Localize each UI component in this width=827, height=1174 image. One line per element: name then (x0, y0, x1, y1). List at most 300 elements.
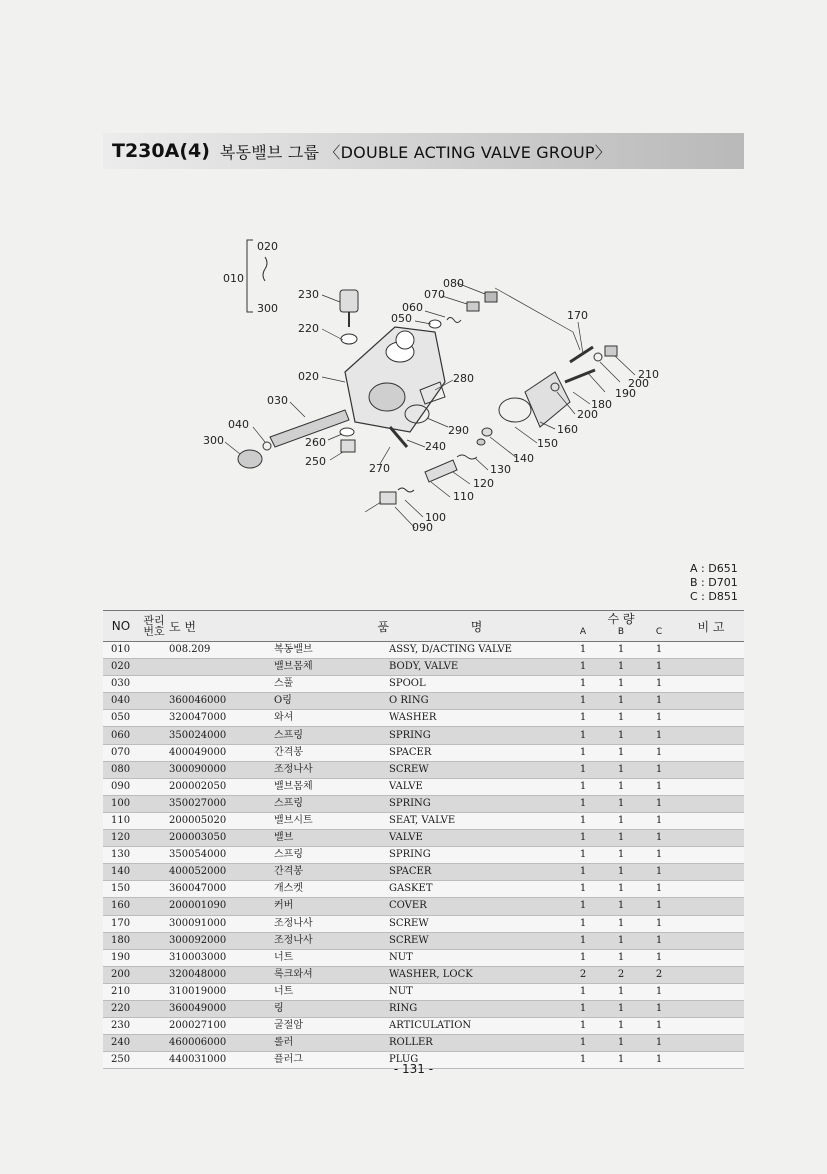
row-no: 060 (103, 727, 139, 744)
table-row (103, 778, 744, 795)
header-name-left: 품 (274, 611, 389, 642)
row-qty-c: 1 (640, 881, 678, 898)
row-qty-c: 1 (640, 898, 678, 915)
row-qty-b: 1 (602, 676, 640, 693)
row-qty-b: 1 (602, 830, 640, 847)
model-c: C : D851 (690, 590, 738, 603)
row-qty-a: 1 (564, 1000, 602, 1017)
row-qty-b: 1 (602, 915, 640, 932)
row-qty-a: 1 (564, 659, 602, 676)
row-english-name: NUT (389, 983, 564, 1000)
row-qty-a: 1 (564, 727, 602, 744)
row-korean-name: 밸브시트 (274, 812, 389, 829)
bracket-label-bottom: 300 (257, 302, 278, 315)
row-no: 170 (103, 915, 139, 932)
row-korean-name: 조정나사 (274, 932, 389, 949)
row-qty-a: 1 (564, 847, 602, 864)
parts-table-body (103, 642, 744, 1069)
row-english-name: SPRING (389, 727, 564, 744)
row-mgmt-no (139, 881, 169, 898)
row-qty-b: 1 (602, 744, 640, 761)
row-drawing-no: 440031000 (169, 1052, 274, 1069)
callout-240: 240 (425, 440, 446, 453)
row-no: 190 (103, 949, 139, 966)
row-korean-name: 플러그 (274, 1052, 389, 1069)
row-qty-b: 1 (602, 761, 640, 778)
row-qty-c: 1 (640, 676, 678, 693)
row-qty-b: 1 (602, 881, 640, 898)
row-korean-name: 굴절암 (274, 1018, 389, 1035)
row-mgmt-no (139, 949, 169, 966)
row-mgmt-no (139, 744, 169, 761)
row-no: 040 (103, 693, 139, 710)
callout-160: 160 (557, 423, 578, 436)
row-qty-c: 1 (640, 864, 678, 881)
callout-200-lower: 200 (577, 408, 598, 421)
row-english-name: SEAT, VALVE (389, 812, 564, 829)
row-drawing-no: 008.209 (169, 642, 274, 659)
row-english-name: WASHER (389, 710, 564, 727)
row-qty-a: 1 (564, 812, 602, 829)
row-drawing-no: 400049000 (169, 744, 274, 761)
row-mgmt-no (139, 642, 169, 659)
row-no: 010 (103, 642, 139, 659)
row-qty-c: 1 (640, 949, 678, 966)
row-qty-a: 1 (564, 949, 602, 966)
row-qty-b: 1 (602, 778, 640, 795)
header-qty-label: 수 량 (607, 612, 635, 626)
callout-120: 120 (473, 477, 494, 490)
header-mgmt-line1: 관리 (143, 614, 165, 627)
callout-250: 250 (305, 455, 326, 468)
row-english-name: SPRING (389, 795, 564, 812)
row-remarks (678, 693, 744, 710)
table-row (103, 642, 744, 659)
row-mgmt-no (139, 778, 169, 795)
row-remarks (678, 795, 744, 812)
row-qty-a: 2 (564, 966, 602, 983)
row-drawing-no: 300092000 (169, 932, 274, 949)
row-qty-a: 1 (564, 795, 602, 812)
row-mgmt-no (139, 864, 169, 881)
row-mgmt-no (139, 727, 169, 744)
table-row (103, 915, 744, 932)
row-qty-c: 1 (640, 778, 678, 795)
section-title: 복동밸브 그룹 〈DOUBLE ACTING VALVE GROUP〉 (219, 142, 611, 162)
row-drawing-no: 310003000 (169, 949, 274, 966)
callout-190: 190 (615, 387, 636, 400)
exploded-parts-diagram (195, 232, 675, 537)
row-drawing-no: 200027100 (169, 1018, 274, 1035)
row-qty-a: 1 (564, 1052, 602, 1069)
row-qty-c: 1 (640, 1052, 678, 1069)
row-no: 080 (103, 761, 139, 778)
row-qty-b: 1 (602, 812, 640, 829)
row-korean-name: 조정나사 (274, 761, 389, 778)
row-drawing-no: 360049000 (169, 1000, 274, 1017)
callout-260: 260 (305, 436, 326, 449)
row-qty-c: 1 (640, 659, 678, 676)
row-qty-a: 1 (564, 864, 602, 881)
row-qty-c: 1 (640, 830, 678, 847)
bracket-label-group: 010 (223, 272, 244, 285)
row-korean-name: 밸브몸체 (274, 778, 389, 795)
table-row (103, 710, 744, 727)
row-remarks (678, 710, 744, 727)
table-row (103, 795, 744, 812)
row-mgmt-no (139, 795, 169, 812)
callout-100: 100 (425, 511, 446, 524)
row-no: 070 (103, 744, 139, 761)
row-mgmt-no (139, 710, 169, 727)
row-drawing-no (169, 659, 274, 676)
row-no: 130 (103, 847, 139, 864)
table-row (103, 1018, 744, 1035)
row-korean-name: 간격봉 (274, 864, 389, 881)
row-qty-c: 1 (640, 795, 678, 812)
row-remarks (678, 898, 744, 915)
row-korean-name: 록크와셔 (274, 966, 389, 983)
callout-300: 300 (203, 434, 224, 447)
callout-270: 270 (369, 462, 390, 475)
table-row (103, 949, 744, 966)
row-mgmt-no (139, 761, 169, 778)
header-mgmt-no (139, 611, 169, 642)
callout-130: 130 (490, 463, 511, 476)
row-qty-a: 1 (564, 830, 602, 847)
row-no: 210 (103, 983, 139, 1000)
row-no: 250 (103, 1052, 139, 1069)
row-mgmt-no (139, 676, 169, 693)
row-korean-name: 너트 (274, 983, 389, 1000)
row-korean-name: 롤러 (274, 1035, 389, 1052)
callout-060: 060 (402, 301, 423, 314)
row-mgmt-no (139, 966, 169, 983)
row-drawing-no: 320048000 (169, 966, 274, 983)
row-qty-b: 1 (602, 659, 640, 676)
row-qty-c: 1 (640, 915, 678, 932)
row-qty-b: 1 (602, 932, 640, 949)
row-qty-a: 1 (564, 642, 602, 659)
row-no: 100 (103, 795, 139, 812)
row-drawing-no: 400052000 (169, 864, 274, 881)
row-korean-name: 스프링 (274, 847, 389, 864)
row-mgmt-no (139, 659, 169, 676)
table-row (103, 727, 744, 744)
row-drawing-no: 200003050 (169, 830, 274, 847)
row-no: 200 (103, 966, 139, 983)
row-remarks (678, 830, 744, 847)
header-remarks: 비 고 (678, 611, 744, 642)
row-mgmt-no (139, 1018, 169, 1035)
table-row (103, 864, 744, 881)
row-remarks (678, 983, 744, 1000)
row-drawing-no: 300091000 (169, 915, 274, 932)
row-remarks (678, 1018, 744, 1035)
row-qty-a: 1 (564, 710, 602, 727)
row-remarks (678, 676, 744, 693)
row-qty-b: 1 (602, 642, 640, 659)
table-row (103, 983, 744, 1000)
table-row (103, 881, 744, 898)
callout-030: 030 (267, 394, 288, 407)
row-drawing-no: 200001090 (169, 898, 274, 915)
row-english-name: VALVE (389, 778, 564, 795)
row-qty-a: 1 (564, 1035, 602, 1052)
row-mgmt-no (139, 983, 169, 1000)
row-remarks (678, 812, 744, 829)
row-english-name: SPACER (389, 864, 564, 881)
row-mgmt-no (139, 932, 169, 949)
table-row (103, 1000, 744, 1017)
row-korean-name: 스프링 (274, 727, 389, 744)
callout-230: 230 (298, 288, 319, 301)
row-korean-name: 간격봉 (274, 744, 389, 761)
row-mgmt-no (139, 830, 169, 847)
row-qty-c: 2 (640, 966, 678, 983)
row-mgmt-no (139, 693, 169, 710)
row-english-name: NUT (389, 949, 564, 966)
row-qty-b: 2 (602, 966, 640, 983)
row-qty-c: 1 (640, 932, 678, 949)
row-english-name: ASSY, D/ACTING VALVE (389, 642, 564, 659)
table-row (103, 812, 744, 829)
header-qty-a: A (579, 627, 587, 637)
row-drawing-no: 360046000 (169, 693, 274, 710)
row-qty-c: 1 (640, 983, 678, 1000)
row-qty-a: 1 (564, 744, 602, 761)
row-remarks (678, 744, 744, 761)
row-qty-c: 1 (640, 727, 678, 744)
row-no: 220 (103, 1000, 139, 1017)
row-remarks (678, 1000, 744, 1017)
row-korean-name: 개스켓 (274, 881, 389, 898)
callout-290: 290 (448, 424, 469, 437)
row-qty-b: 1 (602, 727, 640, 744)
parts-table (103, 610, 744, 1069)
row-qty-c: 1 (640, 1000, 678, 1017)
row-qty-c: 1 (640, 642, 678, 659)
callout-210: 210 (638, 368, 659, 381)
row-drawing-no: 460006000 (169, 1035, 274, 1052)
table-row (103, 898, 744, 915)
row-qty-b: 1 (602, 864, 640, 881)
row-english-name: ROLLER (389, 1035, 564, 1052)
row-drawing-no: 200005020 (169, 812, 274, 829)
callout-110: 110 (453, 490, 474, 503)
row-no: 030 (103, 676, 139, 693)
row-english-name: SCREW (389, 915, 564, 932)
table-header (103, 611, 744, 642)
model-legend (690, 562, 738, 604)
row-remarks (678, 642, 744, 659)
row-drawing-no: 320047000 (169, 710, 274, 727)
row-qty-b: 1 (602, 1018, 640, 1035)
table-row (103, 1035, 744, 1052)
row-qty-a: 1 (564, 761, 602, 778)
row-qty-c: 1 (640, 1018, 678, 1035)
callout-150: 150 (537, 437, 558, 450)
table-row (103, 830, 744, 847)
row-no: 110 (103, 812, 139, 829)
header-drawing-no: 도 번 (169, 611, 274, 642)
row-qty-b: 1 (602, 795, 640, 812)
row-qty-b: 1 (602, 1052, 640, 1069)
row-mgmt-no (139, 1000, 169, 1017)
row-qty-c: 1 (640, 812, 678, 829)
row-english-name: PLUG (389, 1052, 564, 1069)
row-korean-name: O링 (274, 693, 389, 710)
row-korean-name: 와셔 (274, 710, 389, 727)
model-a: A : D651 (690, 562, 738, 575)
row-drawing-no (169, 676, 274, 693)
row-qty-a: 1 (564, 778, 602, 795)
header-qty (564, 611, 678, 642)
row-no: 240 (103, 1035, 139, 1052)
row-english-name: O RING (389, 693, 564, 710)
row-qty-c: 1 (640, 847, 678, 864)
row-english-name: VALVE (389, 830, 564, 847)
row-mgmt-no (139, 915, 169, 932)
row-remarks (678, 932, 744, 949)
table-row (103, 744, 744, 761)
row-mgmt-no (139, 812, 169, 829)
row-english-name: SCREW (389, 932, 564, 949)
row-english-name: GASKET (389, 881, 564, 898)
row-no: 160 (103, 898, 139, 915)
row-no: 120 (103, 830, 139, 847)
row-english-name: SPACER (389, 744, 564, 761)
table-row (103, 966, 744, 983)
table-row (103, 659, 744, 676)
row-remarks (678, 659, 744, 676)
row-qty-b: 1 (602, 983, 640, 1000)
callout-050: 050 (391, 312, 412, 325)
row-korean-name: 밸브몸체 (274, 659, 389, 676)
callout-090: 090 (412, 521, 433, 534)
row-qty-b: 1 (602, 898, 640, 915)
row-english-name: SPOOL (389, 676, 564, 693)
row-drawing-no: 360047000 (169, 881, 274, 898)
row-qty-a: 1 (564, 898, 602, 915)
row-qty-c: 1 (640, 744, 678, 761)
row-qty-b: 1 (602, 847, 640, 864)
row-remarks (678, 761, 744, 778)
row-remarks (678, 1035, 744, 1052)
row-qty-b: 1 (602, 1000, 640, 1017)
row-korean-name: 밸브 (274, 830, 389, 847)
row-no: 090 (103, 778, 139, 795)
row-qty-a: 1 (564, 983, 602, 1000)
row-qty-b: 1 (602, 710, 640, 727)
row-english-name: RING (389, 1000, 564, 1017)
callout-180: 180 (591, 398, 612, 411)
callout-020: 020 (298, 370, 319, 383)
row-qty-a: 1 (564, 693, 602, 710)
callout-140: 140 (513, 452, 534, 465)
row-remarks (678, 881, 744, 898)
callout-220: 220 (298, 322, 319, 335)
row-remarks (678, 915, 744, 932)
row-no: 180 (103, 932, 139, 949)
title-band (103, 133, 744, 169)
row-remarks (678, 847, 744, 864)
table-row (103, 693, 744, 710)
header-no: NO (103, 611, 139, 642)
table-row (103, 932, 744, 949)
section-code: T230A(4) (112, 140, 210, 162)
header-qty-c: C (655, 627, 663, 637)
row-english-name: COVER (389, 898, 564, 915)
table-row (103, 676, 744, 693)
row-korean-name: 조정나사 (274, 915, 389, 932)
header-mgmt-line2: 번호 (143, 625, 165, 638)
row-drawing-no: 350054000 (169, 847, 274, 864)
row-qty-b: 1 (602, 1035, 640, 1052)
row-qty-c: 1 (640, 710, 678, 727)
row-no: 050 (103, 710, 139, 727)
row-korean-name: 복동밸브 (274, 642, 389, 659)
row-mgmt-no (139, 898, 169, 915)
row-english-name: SPRING (389, 847, 564, 864)
row-remarks (678, 778, 744, 795)
callout-200-upper: 200 (628, 377, 649, 390)
row-drawing-no: 300090000 (169, 761, 274, 778)
bracket-label-top: 020 (257, 240, 278, 253)
table-row (103, 761, 744, 778)
row-no: 230 (103, 1018, 139, 1035)
model-b: B : D701 (690, 576, 738, 589)
row-drawing-no: 200002050 (169, 778, 274, 795)
callout-070: 070 (424, 288, 445, 301)
row-qty-a: 1 (564, 1018, 602, 1035)
row-no: 150 (103, 881, 139, 898)
row-korean-name: 커버 (274, 898, 389, 915)
row-drawing-no: 350027000 (169, 795, 274, 812)
row-remarks (678, 727, 744, 744)
header-qty-models (564, 626, 678, 639)
table-row (103, 847, 744, 864)
row-qty-b: 1 (602, 949, 640, 966)
row-english-name: ARTICULATION (389, 1018, 564, 1035)
row-qty-b: 1 (602, 693, 640, 710)
row-english-name: BODY, VALVE (389, 659, 564, 676)
page-number: - 131 - (393, 1062, 434, 1076)
row-remarks (678, 864, 744, 881)
row-remarks (678, 949, 744, 966)
row-korean-name: 너트 (274, 949, 389, 966)
row-drawing-no: 350024000 (169, 727, 274, 744)
callout-170: 170 (567, 309, 588, 322)
row-remarks (678, 966, 744, 983)
callout-040: 040 (228, 418, 249, 431)
header-qty-b: B (617, 627, 625, 637)
row-drawing-no: 310019000 (169, 983, 274, 1000)
row-no: 020 (103, 659, 139, 676)
row-qty-a: 1 (564, 676, 602, 693)
row-english-name: WASHER, LOCK (389, 966, 564, 983)
row-qty-a: 1 (564, 881, 602, 898)
row-qty-c: 1 (640, 761, 678, 778)
callout-080: 080 (443, 277, 464, 290)
row-korean-name: 스프링 (274, 795, 389, 812)
callout-280: 280 (453, 372, 474, 385)
row-no: 140 (103, 864, 139, 881)
row-korean-name: 스풀 (274, 676, 389, 693)
row-qty-a: 1 (564, 932, 602, 949)
row-korean-name: 링 (274, 1000, 389, 1017)
row-mgmt-no (139, 847, 169, 864)
